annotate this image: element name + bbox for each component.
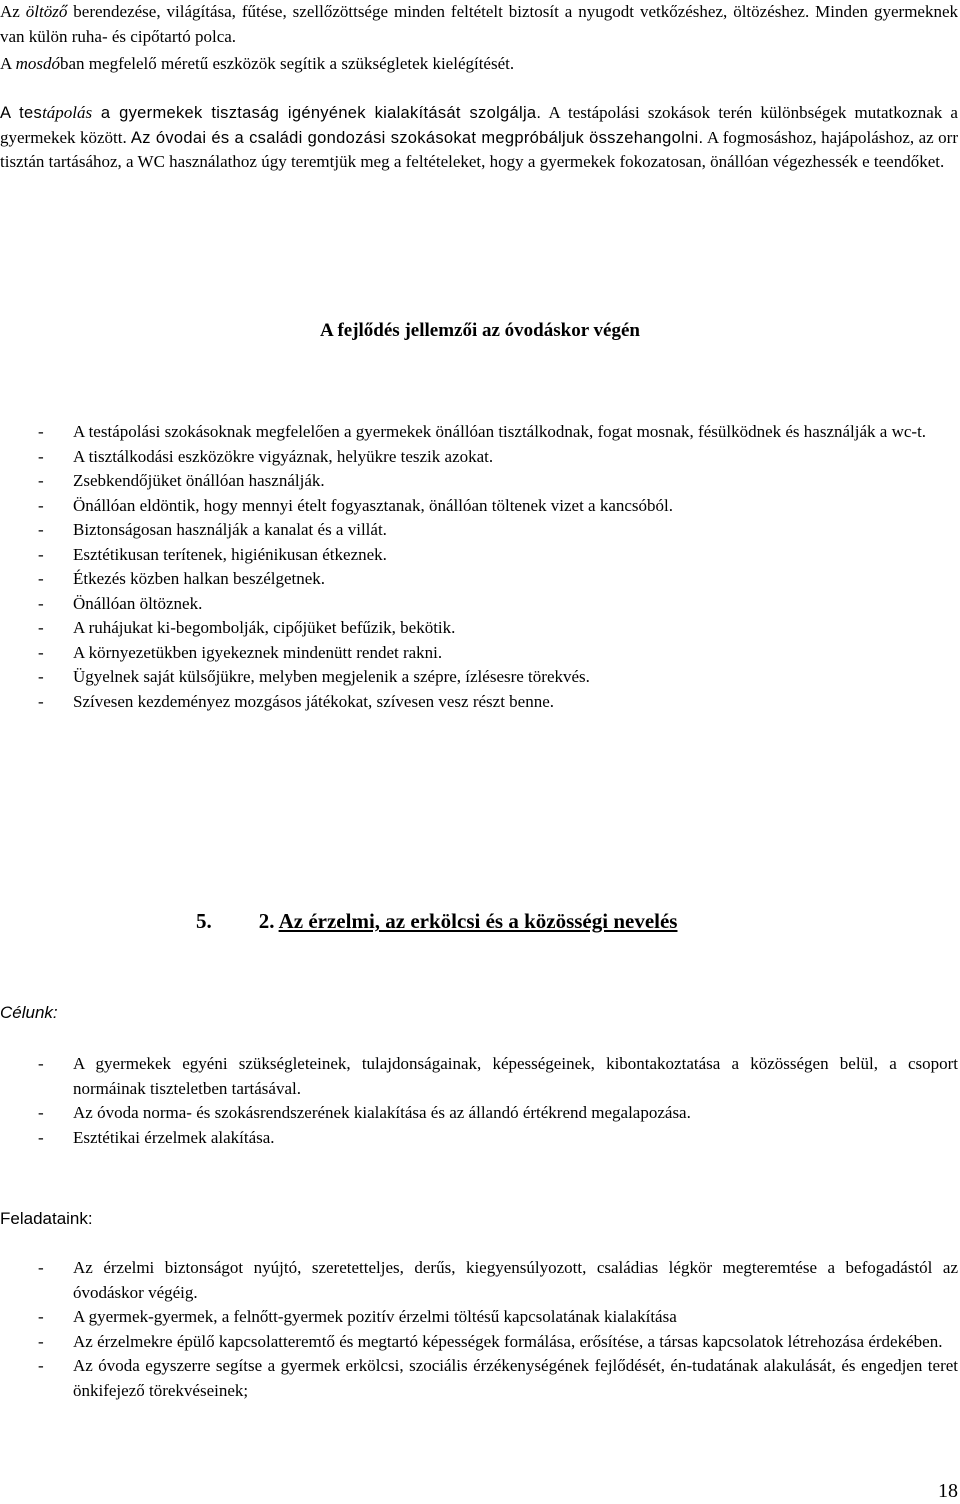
text-run: Az [0,2,26,21]
section-title: Az érzelmi, az erkölcsi és a közösségi nevelés [278,909,678,933]
page-number: 18 [938,1480,958,1502]
list-item: - A ruhájukat ki-begombolják, cipőjüket befűzik, bekötik. [0,616,958,641]
list-item: - Biztonságosan használják a kanalat és a villát. [0,518,958,543]
list-item: - Zsebkendőjüket önállóan használják. [0,469,958,494]
list-item: - Esztétikusan terítenek, higiénikusan étkeznek. [0,543,958,568]
text-run: A [0,54,16,73]
section-heading [196,909,896,934]
tasks-list [0,1256,958,1403]
list-item: - A tisztálkodási eszközökre vigyáznak, helyükre teszik azokat. [0,445,958,470]
emphasis-washroom: mosdó [15,54,60,73]
list-item: - Az óvoda norma- és szokásrendszerének kialakítása és az állandó értékrend megalapozása. [0,1101,958,1126]
list-item: - Szívesen kezdeményez mozgásos játékokat, szívesen vesz részt benne. [0,690,958,715]
text-run: a gyermekek tisztaság igényének kialakítását szolgálja. [92,104,542,122]
tasks-label: Feladataink: [0,1209,93,1228]
development-list [0,420,958,714]
list-item: - Ügyelnek saját külsőjükre, melyben megjelenik a szépre, ízlésesre törekvés. [0,665,958,690]
paragraph-dressing-room [0,0,958,49]
text-run: berendezése, világítása, fűtése, szellőzöttsége minden feltételt biztosít a nyugodt vetkőzéshez, öltözéshez. Minden gyermeknek van külön ruha- és cipőtartó polca. [0,2,959,46]
development-heading: A fejlődés jellemzői az óvodáskor végén [320,320,640,341]
emphasis-body-care: tápolás [42,103,93,122]
list-item: - A környezetükben igyekeznek mindenütt rendet rakni. [0,641,958,666]
text-run: A fogmosáshoz, hajápoláshoz, az orr tisztán tartásához, a WC használathoz úgy teremtjük meg a feltételeket, hogy a gyermekek fokozatosan, önállóan végezhessék e teendőket. [0,127,958,171]
list-item: - A gyermek-gyermek, a felnőtt-gyermek pozitív érzelmi töltésű kapcsolatának kialakítása [0,1305,958,1330]
goals-list [0,1052,958,1150]
text-run: ban megfelelő méretű eszközök segítik a szükségletek kielégítését. [60,54,515,73]
emphasis-dressing-room: öltöző [25,2,68,21]
text-run: A testápolási szokások terén különbségek mutatkoznak a gyermekek között. [0,103,958,147]
list-item: - Önállóan öltöznek. [0,592,958,617]
list-item: - Esztétikai érzelmek alakítása. [0,1126,958,1151]
list-item: - A gyermekek egyéni szükségleteinek, tulajdonságainak, képességeinek, kibontakoztatása a közösségen belül, a csoport normáinak tiszteletben tartásával. [0,1052,958,1101]
list-item: - Önállóan eldöntik, hogy mennyi ételt fogyasztanak, önállóan töltenek vizet a kancsóból. [0,494,958,519]
list-item: - Az érzelmekre épülő kapcsolatteremtő és megtartó képességek formálása, erősítése, a társas kapcsolatok létrehozása érdekében. [0,1330,958,1355]
list-item: - Az óvoda egyszerre segítse a gyermek erkölcsi, szociális érzékenységének fejlődését, én-tudatának alakulását, és engedjen teret önkifejező törekvéseinek; [0,1354,958,1403]
goals-label: Célunk: [0,1003,58,1022]
list-item: - Az érzelmi biztonságot nyújtó, szeretetteljes, derűs, kiegyensúlyozott, családias légkör megteremtése a befogadástól az óvodáskor végéig. [0,1256,958,1305]
text-run: Az óvodai és a családi gondozási szokásokat megpróbáljuk összehangolni. [126,128,704,147]
list-item: - Étkezés közben halkan beszélgetnek. [0,567,958,592]
paragraph-body-care [0,101,958,175]
text-run: A tes [0,104,43,122]
section-sub-number: 2. [258,909,275,933]
list-item: - A testápolási szokásoknak megfelelően a gyermekek önállóan tisztálkodnak, fogat mosnak, fésülködnek és használják a wc-t. [0,420,958,445]
paragraph-washroom [0,52,958,77]
section-number: 5. [196,909,212,933]
